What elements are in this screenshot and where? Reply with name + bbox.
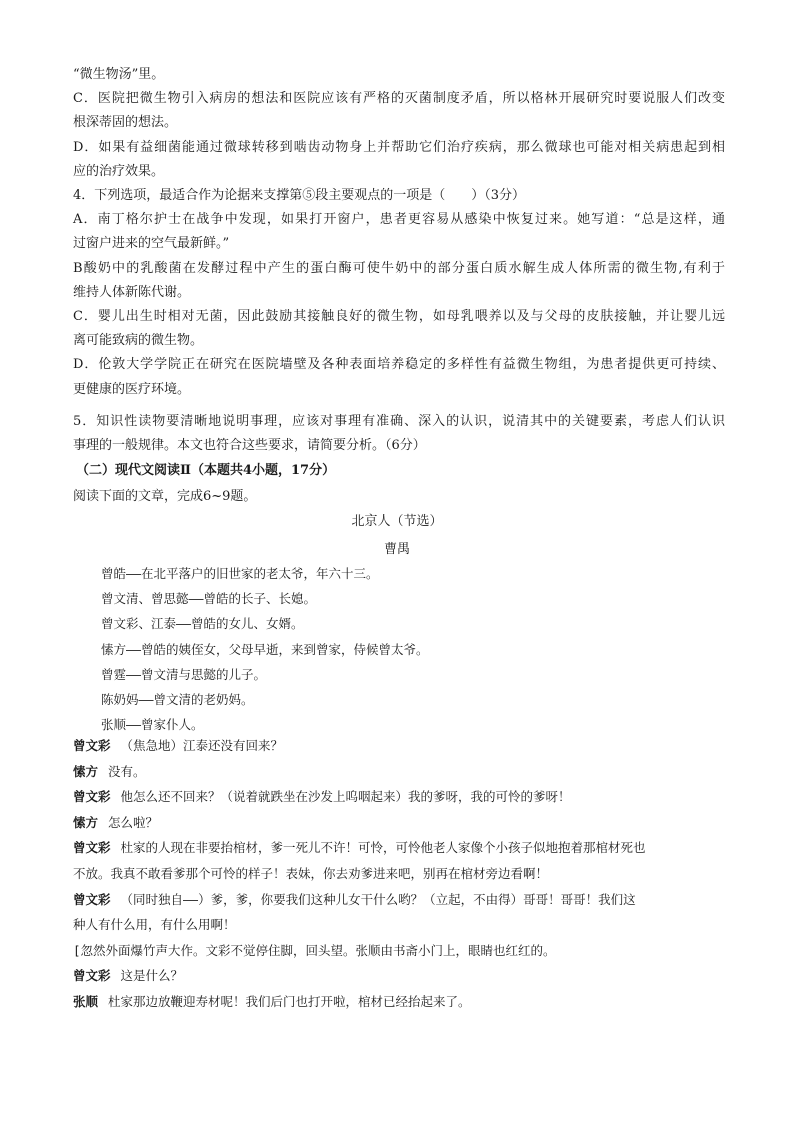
option-b-line-1: B酸奶中的乳酸菌在发酵过程中产生的蛋白酶可使牛奶中的部分蛋白质水解生成人体所需的微生物,有利于 xyxy=(73,260,725,276)
question-5-line-1: 5．知识性读物要清晰地说明事理，应该对事理有准确、深入的认识，说清其中的关键要素，考虑人们认识 xyxy=(73,414,725,429)
line-text: （同时独自——）爹，爹，你要我们这种儿女干什么哟？（立起，不由得）哥哥！哥哥！我们这 xyxy=(120,891,636,907)
line-text: 种人有什么用，有什么用啊！ xyxy=(73,917,236,933)
speaker: 张顺 xyxy=(73,993,99,1009)
dialogue-line xyxy=(73,759,723,785)
play-title: 北京人（节选） xyxy=(351,514,443,529)
option-c-line-2: 根深蒂固的想法。 xyxy=(73,115,178,131)
cast-item: 张顺——曾家仆人。 xyxy=(101,717,204,733)
cast-item: 愫方——曾皓的姨侄女，父母早逝，来到曾家，侍候曾太爷。 xyxy=(101,641,429,657)
text-line: “微生物汤”里。 xyxy=(73,67,165,82)
cast-item: 陈奶妈——曾文清的老奶妈。 xyxy=(101,692,254,708)
dialogue-line xyxy=(73,733,723,759)
line-text: 怎么啦？ xyxy=(108,814,159,830)
section-instruction: 阅读下面的文章，完成6~9题。 xyxy=(73,489,257,504)
line-text: 这是什么？ xyxy=(120,968,184,984)
dialogue-line xyxy=(73,963,723,989)
option-b-line-2: 维持人体新陈代谢。 xyxy=(73,284,191,300)
option-a-line-1: A．南丁格尔护士在战争中发现，如果打开窗户，患者更容易从感染中恢复过来。她写道：“总是这样，通 xyxy=(73,212,725,228)
section-heading: （二）现代文阅读Ⅱ（本题共4小题，17分） xyxy=(76,463,336,478)
line-text: [忽然外面爆竹声大作。文彩不觉停住脚，回头望。张顺由书斋小门上，眼睛也红红的。 xyxy=(73,942,556,958)
dialogue-line xyxy=(73,912,723,938)
cast-item: 曾皓——在北平落户的旧世家的老太爷，年六十三。 xyxy=(101,566,379,581)
dialogue-line xyxy=(73,887,723,913)
question-4 xyxy=(73,184,725,402)
play-author: 曹禺 xyxy=(383,542,410,557)
option-a-line-2: 过窗户进来的空气最新鲜。” xyxy=(73,236,230,252)
dialogue xyxy=(73,733,723,1015)
dialogue-line xyxy=(73,810,723,836)
question-5 xyxy=(73,410,725,458)
cast-list xyxy=(101,561,721,737)
option-c-line-1: C．医院把微生物引入病房的想法和医院应该有严格的灭菌制度矛盾，所以格林开展研究时要说服人们改变 xyxy=(73,91,725,107)
line-text: 杜家那边放鞭迎寿材呢！我们后门也打开啦，棺材已经抬起来了。 xyxy=(108,993,471,1009)
dialogue-line xyxy=(73,784,723,810)
dialogue-line xyxy=(73,861,723,887)
speaker: 曾文彩 xyxy=(73,789,111,805)
stage-direction xyxy=(73,938,723,964)
option-d-line-2: 应的治疗效果。 xyxy=(73,163,165,179)
cast-item: 曾霆——曾文清与思懿的儿子。 xyxy=(101,666,267,682)
option-d-line-1: D．如果有益细菌能通过微球转移到啮齿动物身上并帮助它们治疗疾病，那么微球也可能对相关病患起到相 xyxy=(73,139,725,155)
option-c-line-1: C．婴儿出生时相对无菌，因此鼓励其接触良好的微生物，如母乳喂养以及与父母的皮肤接触，并让婴儿远 xyxy=(73,309,725,325)
dialogue-line xyxy=(73,835,723,861)
speaker: 曾文彩 xyxy=(73,840,111,856)
option-d-line-1: D．伦敦大学学院正在研究在医院墙壁及各种表面培养稳定的多样性有益微生物组，为患者提供更可持续、 xyxy=(73,357,725,373)
question-3-options-tail xyxy=(73,63,725,184)
speaker: 愫方 xyxy=(73,763,99,779)
cast-item: 曾文彩、江泰——曾皓的女儿、女婿。 xyxy=(101,616,304,632)
option-c-line-2: 离可能致病的微生物。 xyxy=(73,333,204,349)
question-4-stem: 4．下列选项，最适合作为论据来支撑第⑤段主要观点的一项是（ ）（3分） xyxy=(73,188,526,203)
question-5-line-2: 事理的一般规律。本文也符合这些要求，请简要分析。（6分） xyxy=(73,438,426,454)
speaker: 曾文彩 xyxy=(73,968,111,984)
speaker: 愫方 xyxy=(73,814,99,830)
line-text: 没有。 xyxy=(108,763,146,779)
line-text: 他怎么还不回来？（说着就跌坐在沙发上呜咽起来）我的爹呀，我的可怜的爹呀！ xyxy=(120,789,571,805)
speaker: 曾文彩 xyxy=(73,891,111,907)
line-text: 不放。我真不敢看爹那个可怜的样子！表妹，你去劝爹进来吧，别再在棺材旁边看啊！ xyxy=(73,865,549,881)
option-d-line-2: 更健康的医疗环境。 xyxy=(73,381,191,397)
speaker: 曾文彩 xyxy=(73,738,111,753)
line-text: 杜家的人现在非要抬棺材，爹一死儿不许！可怜，可怜他老人家像个小孩子似地抱着那棺材死也 xyxy=(120,840,646,856)
cast-item: 曾文清、曾思懿——曾皓的长子、长媳。 xyxy=(101,591,317,607)
line-text: （焦急地）江泰还没有回来？ xyxy=(120,738,284,753)
dialogue-line xyxy=(73,989,723,1015)
